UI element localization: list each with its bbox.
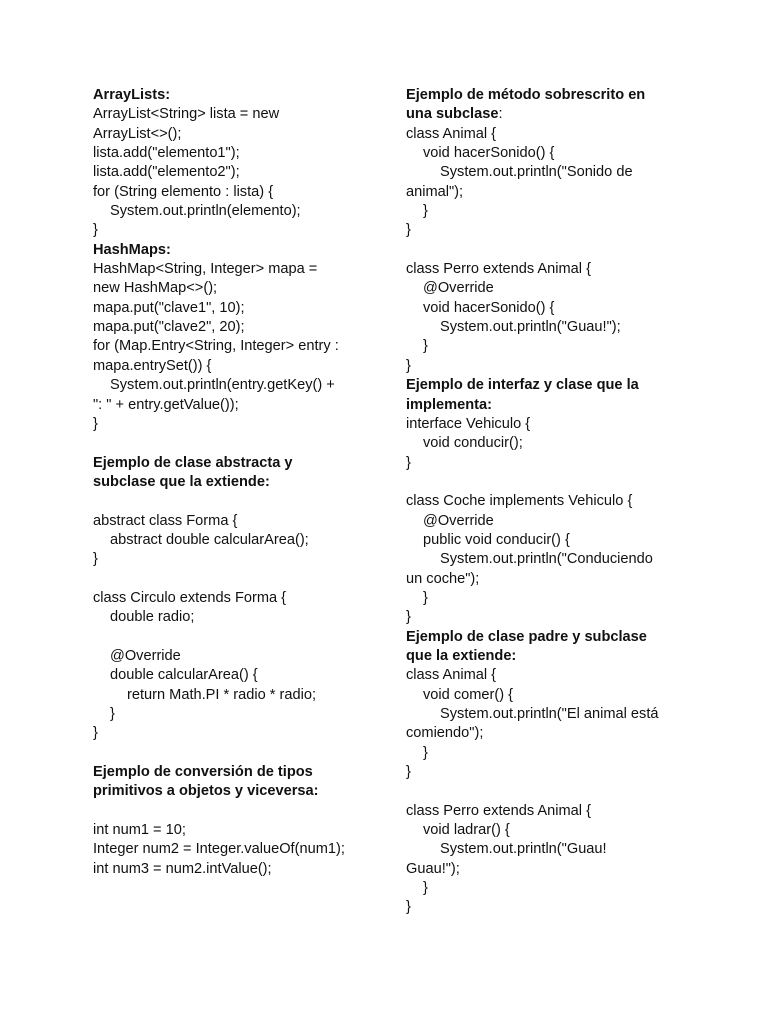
line-text: new HashMap<>(); [93, 280, 218, 297]
line-text: int num3 = num2.intValue(); [93, 860, 272, 877]
code-line [93, 299, 383, 318]
code-line [406, 125, 686, 144]
line-text: } [406, 357, 411, 374]
line-text: @Override [423, 512, 494, 529]
section-heading [406, 647, 686, 666]
section-heading [93, 782, 383, 801]
line-text: mapa.entrySet()) { [93, 357, 212, 374]
code-line [93, 512, 383, 531]
line-text: Guau!"); [406, 860, 460, 877]
line-text: void comer() { [423, 686, 514, 703]
line-text: lista.add("elemento1"); [93, 145, 240, 162]
line-text: } [406, 609, 411, 626]
section-heading [406, 376, 686, 395]
code-line [406, 550, 686, 569]
blank-line [406, 782, 686, 801]
code-line [406, 357, 686, 376]
line-text: System.out.println(elemento); [110, 203, 301, 220]
section-heading [406, 105, 686, 124]
code-line [406, 279, 686, 298]
code-line [406, 144, 686, 163]
code-line [406, 163, 686, 182]
line-text: ArrayList<String> lista = new [93, 106, 280, 123]
code-line [93, 221, 383, 240]
code-line [93, 724, 383, 743]
line-text: Ejemplo de interfaz y clase que la [406, 377, 639, 394]
code-line [406, 821, 686, 840]
code-line [93, 125, 383, 144]
line-text: } [423, 203, 428, 220]
section-heading [406, 396, 686, 415]
line-text: for (String elemento : lista) { [93, 183, 274, 200]
section-heading [93, 86, 383, 105]
code-line [406, 299, 686, 318]
code-line [406, 763, 686, 782]
line-text: Ejemplo de método sobrescrito en [406, 87, 646, 103]
code-line [93, 260, 383, 279]
section-heading [406, 86, 686, 105]
blank-line [93, 492, 383, 511]
line-text: class Coche implements Vehiculo { [406, 493, 633, 510]
code-line [93, 531, 383, 550]
line-text: Ejemplo de clase abstracta y [93, 454, 293, 471]
code-line [406, 318, 686, 337]
line-text: } [406, 454, 411, 471]
code-line [406, 802, 686, 821]
code-line [93, 647, 383, 666]
line-text: System.out.println("Sonido de [440, 164, 633, 181]
blank-line [93, 570, 383, 589]
line-text: System.out.println("Conduciendo [440, 551, 653, 568]
line-text: } [110, 706, 115, 722]
code-line [406, 260, 686, 279]
line-text: animal"); [406, 183, 464, 200]
code-line [406, 860, 686, 879]
code-line [93, 415, 383, 434]
code-line [406, 898, 686, 917]
line-text: } [423, 744, 428, 761]
code-line [406, 724, 686, 743]
blank-line [93, 744, 383, 763]
code-line [406, 202, 686, 221]
line-text: } [406, 899, 411, 916]
line-text: for (Map.Entry<String, Integer> entry : [93, 338, 339, 355]
code-line [406, 608, 686, 627]
line-text: } [406, 764, 411, 781]
line-text: lista.add("elemento2"); [93, 164, 240, 181]
section-heading [406, 628, 686, 647]
code-line [93, 666, 383, 685]
section-heading [93, 241, 383, 260]
code-line [406, 454, 686, 473]
blank-line [93, 802, 383, 821]
line-text: interface Vehiculo { [406, 415, 531, 432]
section-heading [93, 473, 383, 492]
code-line [406, 589, 686, 608]
code-line [93, 163, 383, 182]
line-text: } [93, 551, 98, 568]
line-text: void ladrar() { [423, 822, 510, 839]
line-text: } [406, 222, 411, 239]
code-line [93, 183, 383, 202]
code-line [406, 434, 686, 453]
code-line [406, 221, 686, 240]
code-line [406, 879, 686, 898]
blank-line [93, 434, 383, 453]
line-text: mapa.put("clave2", 20); [93, 319, 245, 336]
line-text: } [423, 589, 428, 606]
code-line [93, 589, 383, 608]
line-text: un coche"); [406, 570, 480, 587]
line-text: ArrayLists: [93, 87, 171, 103]
line-text: HashMap<String, Integer> mapa = [93, 261, 318, 278]
code-line [93, 202, 383, 221]
line-text: void hacerSonido() { [423, 299, 555, 316]
line-text: @Override [110, 647, 181, 664]
line-text: int num1 = 10; [93, 822, 186, 839]
line-text: class Perro extends Animal { [406, 802, 591, 819]
blank-line [93, 628, 383, 647]
code-line [93, 550, 383, 569]
code-line [93, 337, 383, 356]
line-text: return Math.PI * radio * radio; [127, 686, 316, 703]
code-line [93, 840, 383, 859]
code-line [93, 608, 383, 627]
line-text: class Circulo extends Forma { [93, 589, 287, 606]
line-text: class Animal { [406, 667, 497, 684]
code-line [406, 531, 686, 550]
code-line [93, 705, 383, 724]
line-text: } [423, 338, 428, 355]
code-line [93, 821, 383, 840]
code-line [406, 512, 686, 531]
line-text: double radio; [110, 609, 195, 626]
line-text: Ejemplo de conversión de tipos [93, 764, 313, 781]
line-text: System.out.println("Guau!"); [440, 319, 621, 336]
line-text: Ejemplo de clase padre y subclase [406, 628, 647, 645]
code-line [406, 686, 686, 705]
line-text: ArrayList<>(); [93, 125, 182, 142]
line-text: abstract class Forma { [93, 512, 238, 529]
line-text: } [93, 415, 98, 432]
line-text: comiendo"); [406, 725, 484, 742]
code-line [406, 570, 686, 589]
line-text: public void conducir() { [423, 531, 570, 548]
line-text: implementa: [406, 396, 492, 413]
code-line [406, 705, 686, 724]
line-text: mapa.put("clave1", 10); [93, 299, 245, 316]
code-line [93, 279, 383, 298]
line-text: } [93, 222, 98, 239]
line-text: class Animal { [406, 125, 497, 142]
line-text: double calcularArea() { [110, 667, 258, 684]
code-line [406, 337, 686, 356]
line-text: abstract double calcularArea(); [110, 531, 309, 548]
line-text: System.out.println("El animal está [440, 706, 659, 722]
line-text: class Perro extends Animal { [406, 261, 591, 278]
line-text: } [423, 880, 428, 897]
code-line [93, 105, 383, 124]
line-text: @Override [423, 280, 494, 297]
code-line [406, 183, 686, 202]
blank-line [406, 473, 686, 492]
line-text: System.out.println("Guau! [440, 841, 607, 858]
code-line [406, 415, 686, 434]
code-line [93, 686, 383, 705]
line-text: void hacerSonido() { [423, 145, 555, 162]
line-text: ": " + entry.getValue()); [93, 396, 239, 413]
code-line [406, 840, 686, 859]
right-column [406, 86, 686, 918]
line-text: System.out.println(entry.getKey() + [110, 377, 335, 394]
code-line [93, 860, 383, 879]
code-line [406, 492, 686, 511]
line-text: subclase que la extiende: [93, 473, 270, 490]
line-text: primitivos a objetos y viceversa: [93, 783, 319, 800]
line-text: void conducir(); [423, 435, 523, 452]
line-text: Integer num2 = Integer.valueOf(num1); [93, 841, 345, 858]
blank-line [406, 241, 686, 260]
section-heading [93, 763, 383, 782]
line-text: HashMaps: [93, 241, 171, 258]
line-text: } [93, 725, 98, 742]
line-text: una subclase [406, 106, 499, 123]
code-line [93, 318, 383, 337]
code-line [93, 376, 383, 395]
code-line [406, 744, 686, 763]
line-text: que la extiende: [406, 647, 517, 664]
code-line [406, 666, 686, 685]
line-suffix: : [498, 106, 503, 123]
code-line [93, 396, 383, 415]
code-line [93, 357, 383, 376]
section-heading [93, 454, 383, 473]
code-line [93, 144, 383, 163]
left-column [93, 86, 383, 879]
